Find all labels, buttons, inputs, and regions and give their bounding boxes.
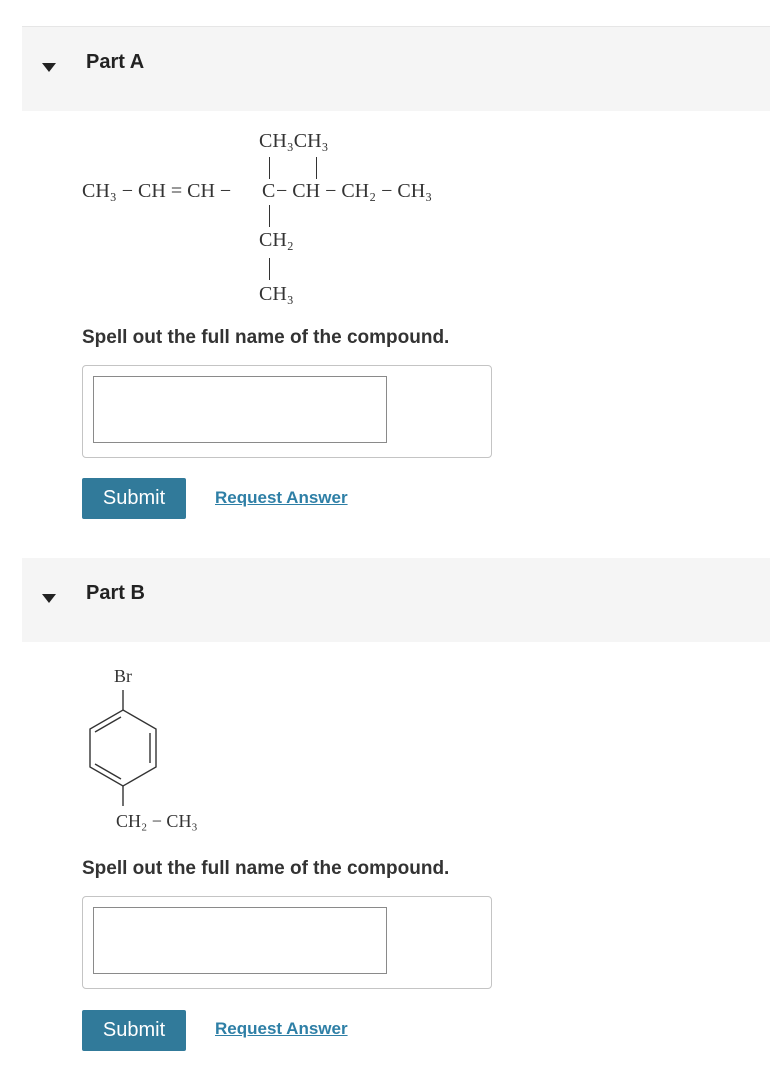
bromine-label: Br [114, 666, 132, 686]
benzene-ring-icon [80, 688, 170, 818]
part-a-prompt: Spell out the full name of the compound. [82, 327, 450, 348]
ethyl-group-label: CH₂ − CH₃ [116, 811, 198, 831]
part-b-answer-input[interactable] [93, 907, 387, 974]
part-a-header[interactable] [22, 27, 770, 111]
bond-line [269, 258, 270, 280]
collapse-caret-icon[interactable] [42, 594, 56, 603]
part-a-request-answer-link[interactable]: Request Answer [215, 488, 348, 507]
part-b-header[interactable] [22, 558, 770, 642]
part-b-answer-container [82, 896, 492, 989]
top-substituents-label: CH₃CH₃ [259, 130, 329, 152]
part-b-title: Part B [86, 582, 145, 604]
quaternary-carbon-label: C [262, 180, 276, 202]
part-a-answer-container [82, 365, 492, 458]
collapse-caret-icon[interactable] [42, 63, 56, 72]
bond-line [269, 157, 270, 179]
bond-line [316, 157, 317, 179]
part-b-submit-button[interactable]: Submit [82, 1010, 186, 1051]
main-chain-left: CH₃ − CH = CH − [82, 180, 232, 202]
bond-line [269, 205, 270, 227]
part-a-title: Part A [86, 51, 145, 73]
part-b-prompt: Spell out the full name of the compound. [82, 858, 450, 879]
main-chain-right: − CH − CH₂ − CH₃ [276, 180, 433, 202]
part-a-answer-input[interactable] [93, 376, 387, 443]
part-a-submit-button[interactable]: Submit [82, 478, 186, 519]
down-group-1-label: CH₂ [259, 229, 294, 251]
down-group-2-label: CH₃ [259, 283, 294, 305]
part-b-request-answer-link[interactable]: Request Answer [215, 1019, 348, 1038]
